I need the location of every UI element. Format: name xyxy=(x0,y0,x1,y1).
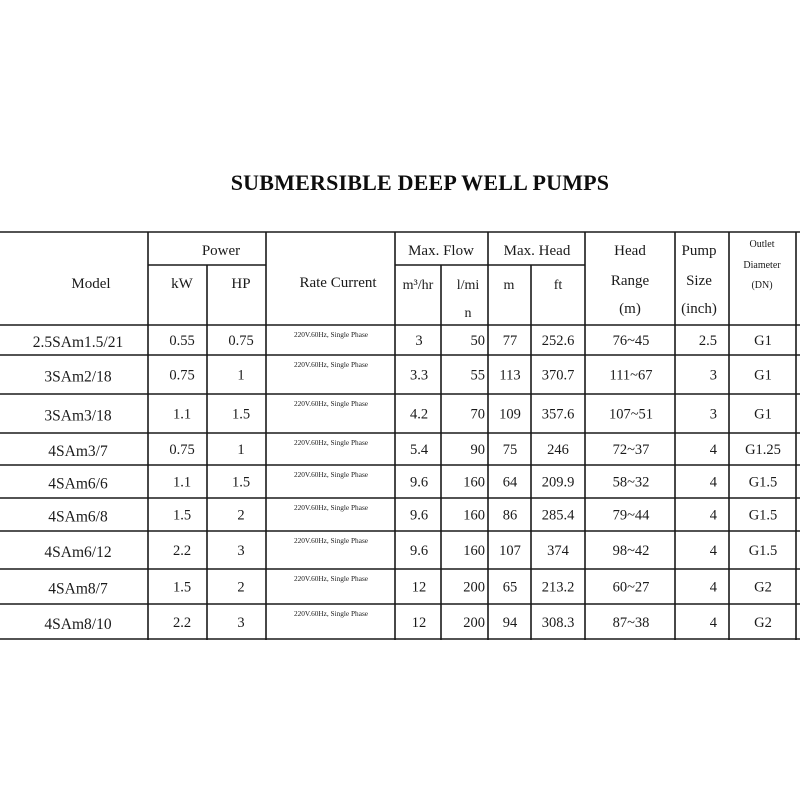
cell-m3hr: 9.6 xyxy=(409,474,429,491)
cell-range: 79~44 xyxy=(612,507,650,524)
table-row xyxy=(48,470,777,493)
cell-m3hr: 4.2 xyxy=(409,406,429,423)
cell-head-m: 107 xyxy=(499,543,521,559)
cell-m3hr: 9.6 xyxy=(409,543,429,559)
cell-head-m: 86 xyxy=(502,507,518,524)
cell-lmin: 70 xyxy=(470,406,485,423)
cell-model: 4SAm6/8 xyxy=(48,508,108,526)
cell-lmin: 90 xyxy=(470,442,485,458)
cell-model: 4SAm6/6 xyxy=(48,475,108,493)
cell-range: 60~27 xyxy=(612,579,650,596)
table-body xyxy=(33,330,781,633)
cell-kw: 0.75 xyxy=(169,442,195,458)
cell-head-m: 109 xyxy=(499,406,521,423)
header-head-ft: ft xyxy=(553,278,563,293)
cell-size: 4 xyxy=(709,579,717,596)
cell-size: 4 xyxy=(709,474,717,491)
cell-m3hr: 5.4 xyxy=(409,442,429,458)
cell-range: 98~42 xyxy=(612,543,650,559)
cell-size: 4 xyxy=(709,507,717,524)
header-m3hr: m³/hr xyxy=(402,278,434,293)
cell-hp: 1 xyxy=(237,367,245,384)
header-pump-size-line1: Pump xyxy=(681,243,717,259)
cell-head-m: 77 xyxy=(502,333,518,349)
cell-model: 4SAm8/7 xyxy=(48,580,108,598)
cell-kw: 2.2 xyxy=(172,615,192,631)
cell-range: 107~51 xyxy=(608,406,654,423)
cell-head-ft: 213.2 xyxy=(541,579,575,596)
cell-hp: 2 xyxy=(237,579,245,596)
cell-outlet: G2 xyxy=(754,579,772,596)
cell-head-m: 94 xyxy=(502,615,518,631)
header-rate-current: Rate Current xyxy=(299,275,377,291)
cell-size: 4 xyxy=(709,615,717,631)
cell-head-m: 113 xyxy=(499,367,521,384)
table-row xyxy=(44,609,771,633)
cell-hp: 0.75 xyxy=(228,333,254,349)
cell-range: 72~37 xyxy=(612,442,650,458)
cell-current: 220V.60Hz, Single Phase xyxy=(293,399,369,408)
cell-outlet: G1.25 xyxy=(745,442,781,458)
cell-size: 4 xyxy=(709,442,717,458)
cell-current: 220V.60Hz, Single Phase xyxy=(293,503,369,512)
cell-size: 4 xyxy=(709,543,717,559)
cell-kw: 1.1 xyxy=(172,474,192,491)
cell-current: 220V.60Hz, Single Phase xyxy=(293,574,369,583)
cell-head-m: 75 xyxy=(502,442,518,458)
cell-kw: 0.75 xyxy=(169,367,195,384)
cell-size: 3 xyxy=(709,406,717,423)
cell-kw: 2.2 xyxy=(172,543,192,559)
cell-range: 111~67 xyxy=(609,367,653,384)
cell-outlet: G1 xyxy=(754,333,772,349)
table-row xyxy=(44,536,777,561)
cell-range: 87~38 xyxy=(612,615,650,631)
table-row xyxy=(48,438,781,460)
cell-kw: 0.55 xyxy=(169,333,195,349)
cell-head-ft: 252.6 xyxy=(541,333,575,349)
table-grid-lines xyxy=(0,232,800,640)
header-head-range-line2: Range xyxy=(610,273,650,289)
header-pump-size-line2: Size xyxy=(686,273,712,289)
cell-lmin: 160 xyxy=(463,507,485,524)
header-pump-size-line3: (inch) xyxy=(681,301,717,317)
pump-spec-table xyxy=(0,231,800,640)
header-outlet-line1: Outlet xyxy=(749,239,775,250)
table-row xyxy=(44,399,771,425)
header-kw: kW xyxy=(171,276,193,292)
cell-head-ft: 246 xyxy=(547,442,569,458)
cell-m3hr: 3.3 xyxy=(409,367,429,384)
table-row xyxy=(48,503,777,526)
cell-current: 220V.60Hz, Single Phase xyxy=(293,330,369,339)
cell-hp: 1.5 xyxy=(231,474,251,491)
cell-outlet: G1.5 xyxy=(748,543,778,559)
cell-range: 58~32 xyxy=(612,474,650,491)
cell-kw: 1.1 xyxy=(172,406,192,423)
header-max-head: Max. Head xyxy=(503,243,571,259)
header-power: Power xyxy=(201,243,241,259)
cell-model: 4SAm3/7 xyxy=(48,443,108,460)
header-model: Model xyxy=(71,276,111,292)
cell-lmin: 200 xyxy=(463,579,485,596)
cell-lmin: 50 xyxy=(470,333,485,349)
cell-range: 76~45 xyxy=(612,333,650,349)
cell-current: 220V.60Hz, Single Phase xyxy=(293,470,369,479)
header-hp: HP xyxy=(231,276,251,292)
cell-outlet: G1.5 xyxy=(748,474,778,491)
table-row xyxy=(48,574,772,598)
cell-outlet: G2 xyxy=(754,615,772,631)
cell-kw: 1.5 xyxy=(172,579,192,596)
header-max-flow: Max. Flow xyxy=(408,243,474,259)
cell-hp: 1 xyxy=(237,442,245,458)
header-head-range-line3: (m) xyxy=(619,301,641,317)
cell-m3hr: 12 xyxy=(411,615,427,631)
cell-current: 220V.60Hz, Single Phase xyxy=(293,360,369,369)
cell-head-ft: 285.4 xyxy=(541,507,575,524)
cell-m3hr: 9.6 xyxy=(409,507,429,524)
cell-lmin: 160 xyxy=(463,543,485,559)
cell-outlet: G1.5 xyxy=(748,507,778,524)
cell-kw: 1.5 xyxy=(172,507,192,524)
page-title: SUBMERSIBLE DEEP WELL PUMPS xyxy=(230,170,610,195)
table-row xyxy=(33,330,772,351)
cell-outlet: G1 xyxy=(754,406,772,423)
cell-size: 3 xyxy=(709,367,717,384)
cell-hp: 3 xyxy=(237,543,245,559)
cell-size: 2.5 xyxy=(698,333,717,349)
cell-head-ft: 209.9 xyxy=(541,474,575,491)
cell-lmin: 200 xyxy=(463,615,485,631)
header-outlet-line3: (DN) xyxy=(751,280,773,291)
cell-hp: 2 xyxy=(237,507,245,524)
cell-head-ft: 370.7 xyxy=(541,367,575,384)
cell-model: 4SAm8/10 xyxy=(44,616,112,633)
cell-head-m: 65 xyxy=(502,579,518,596)
header-outlet-line2: Diameter xyxy=(743,260,781,271)
cell-model: 2.5SAm1.5/21 xyxy=(32,334,124,351)
cell-hp: 3 xyxy=(237,615,245,631)
header-lmin-line2: n xyxy=(464,306,472,321)
table-row xyxy=(44,360,771,386)
header-lmin-line1: l/mi xyxy=(456,278,480,293)
cell-outlet: G1 xyxy=(754,367,772,384)
cell-lmin: 55 xyxy=(470,367,485,384)
cell-hp: 1.5 xyxy=(231,406,251,423)
header-head-range-line1: Head xyxy=(614,243,646,259)
cell-current: 220V.60Hz, Single Phase xyxy=(293,536,369,545)
cell-current: 220V.60Hz, Single Phase xyxy=(293,609,369,618)
cell-head-ft: 357.6 xyxy=(541,406,575,423)
cell-model: 3SAm3/18 xyxy=(44,407,112,425)
pump-spec-table-grid xyxy=(0,231,800,640)
cell-m3hr: 12 xyxy=(411,579,427,596)
cell-head-m: 64 xyxy=(502,474,518,491)
cell-model: 3SAm2/18 xyxy=(44,368,112,386)
cell-current: 220V.60Hz, Single Phase xyxy=(293,438,369,447)
header-head-m: m xyxy=(503,278,515,293)
cell-lmin: 160 xyxy=(463,474,485,491)
cell-head-ft: 374 xyxy=(547,543,569,559)
cell-m3hr: 3 xyxy=(415,333,423,349)
cell-model: 4SAm6/12 xyxy=(44,544,112,561)
cell-head-ft: 308.3 xyxy=(541,615,575,631)
